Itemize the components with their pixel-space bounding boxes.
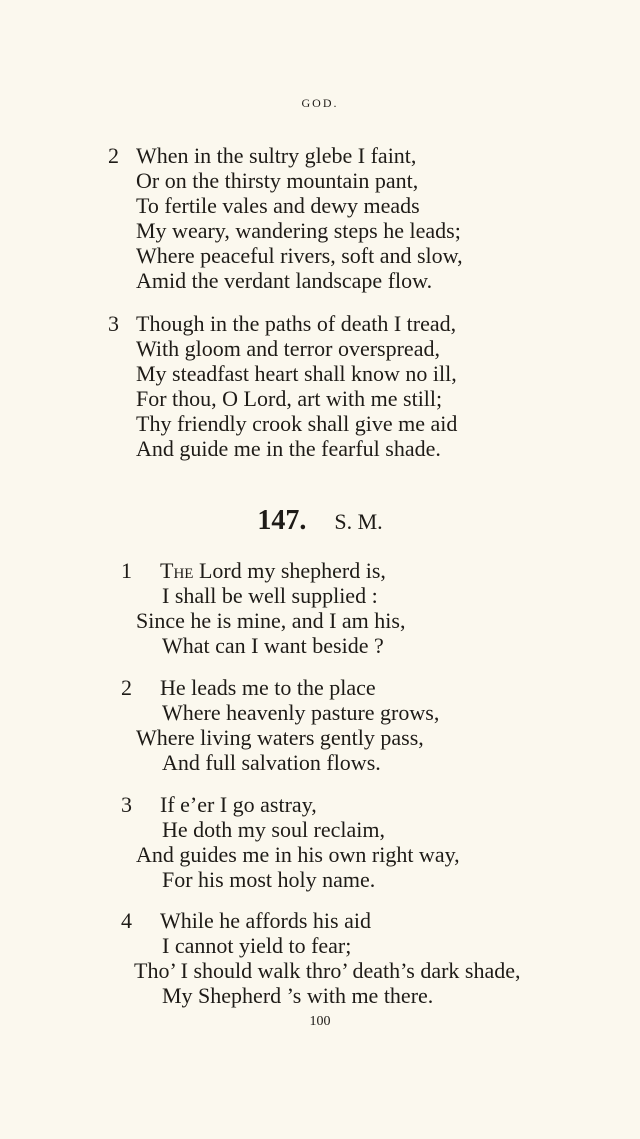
verse-line: Though in the paths of death I tread,: [136, 311, 457, 336]
running-head: GOD.: [301, 96, 339, 110]
page-number: 100: [309, 1014, 331, 1029]
verse-line: And guides me in his own right way,: [136, 842, 460, 867]
verse-line: Thy friendly crook shall give me aid: [136, 411, 458, 436]
verse-line-rest: Lord my shepherd is,: [193, 558, 386, 583]
verse-line: Tho’ I should walk thro’ death’s dark shade,: [134, 958, 521, 983]
verse-line: My weary, wandering steps he leads;: [136, 218, 461, 243]
verse-line: I shall be well supplied :: [162, 583, 378, 608]
verse-line: If e’er I go astray,: [160, 792, 317, 817]
verse-line: And full salvation flows.: [162, 750, 381, 775]
verse-line: With gloom and terror overspread,: [136, 336, 440, 361]
hymn-meter: S. M.: [334, 509, 383, 534]
verse-line: Or on the thirsty mountain pant,: [136, 168, 419, 193]
stanza-number: 2: [121, 675, 132, 700]
verse-line: To fertile vales and dewy meads: [136, 193, 420, 218]
hymn-number: 147.: [257, 505, 307, 536]
verse-line: For his most holy name.: [162, 867, 376, 892]
verse-line: He leads me to the place: [160, 675, 376, 700]
verse-line: And guide me in the fearful shade.: [136, 436, 441, 461]
verse-line: Where living waters gently pass,: [136, 725, 424, 750]
stanza-number: 4: [121, 908, 132, 933]
verse-line: [160, 558, 386, 583]
verse-line: My steadfast heart shall know no ill,: [136, 361, 457, 386]
verse-line: Where heavenly pasture grows,: [162, 700, 440, 725]
stanza-number: 2: [108, 143, 119, 168]
verse-line: Amid the verdant landscape flow.: [136, 268, 433, 293]
verse-line: He doth my soul reclaim,: [162, 817, 386, 842]
stanza-number: 1: [121, 558, 132, 583]
stanza-number: 3: [121, 792, 132, 817]
verse-line: While he affords his aid: [160, 908, 371, 933]
verse-line: My Shepherd ’s with me there.: [162, 983, 434, 1008]
verse-line: I cannot yield to fear;: [162, 933, 352, 958]
verse-line: Since he is mine, and I am his,: [136, 608, 406, 633]
stanza-number: 3: [108, 311, 119, 336]
verse-line: What can I want beside ?: [162, 633, 384, 658]
hymn-heading: [0, 505, 640, 537]
verse-line: Where peaceful rivers, soft and slow,: [136, 243, 463, 268]
small-caps-word: The: [160, 558, 194, 583]
verse-line: When in the sultry glebe I faint,: [136, 143, 417, 168]
verse-line: For thou, O Lord, art with me still;: [136, 386, 443, 411]
